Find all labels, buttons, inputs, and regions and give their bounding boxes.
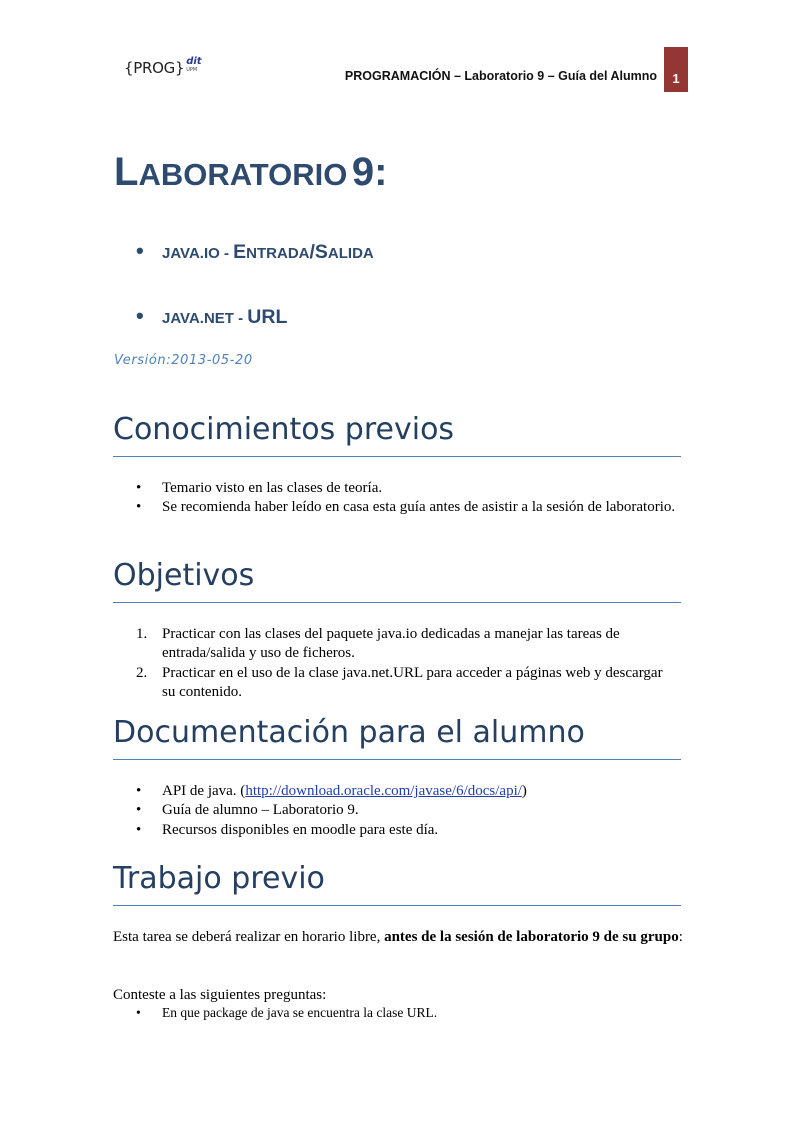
list-item: • Recursos disponibles en moodle para este día. [136, 821, 676, 840]
bullet-icon: • [136, 303, 144, 328]
trabajo-intro: Esta tarea se deberá realizar en horario libre, antes de la sesión de laboratorio 9 de su grupo: [113, 929, 683, 945]
list-objetivos [136, 625, 676, 702]
running-header: PROGRAMACIÓN – Laboratorio 9 – Guía del Alumno [344, 69, 657, 83]
list-conocimientos [136, 479, 676, 518]
section-heading-documentacion: Documentación para el alumno [113, 715, 585, 750]
list-preguntas [136, 1003, 676, 1022]
list-item: • En que package de java se encuentra la clase URL. [136, 1003, 676, 1022]
list-documentacion [136, 782, 676, 840]
section-rule [113, 602, 681, 603]
section-rule [113, 759, 681, 760]
questions-intro: Conteste a las siguientes preguntas: [113, 987, 327, 1003]
topic-java-io: • JAVA.IO - E NTRADA / S ALIDA [136, 238, 374, 263]
logo-dit-mark [186, 57, 201, 73]
section-rule [113, 905, 681, 906]
version-label: Versión:2013-05-20 [114, 353, 253, 368]
api-docs-link[interactable]: http://download.oracle.com/javase/6/docs/api/ [245, 783, 522, 799]
list-item: 1. Practicar con las clases del paquete java.io dedicadas a manejar las tareas de entrada/salida y uso de ficheros. [136, 626, 620, 662]
prog-dit-logo [124, 57, 202, 79]
logo-dit-text: dit [186, 56, 202, 67]
section-rule [113, 456, 681, 457]
list-item: 2. Practicar en el uso de la clase java.net.URL para acceder a páginas web y descargar su contenido. [136, 664, 663, 700]
topic-java-net: • JAVA.NET - URL [136, 303, 288, 328]
page-title: LABORATORIO 9: [114, 150, 388, 194]
list-item: • Se recomienda haber leído en casa esta guía antes de asistir a la sesión de laboratorio. [136, 498, 676, 517]
list-item: • API de java. (http://download.oracle.com/javase/6/docs/api/) [136, 782, 676, 801]
list-item: • Temario visto en las clases de teoría. [136, 479, 676, 498]
list-item: • Guía de alumno – Laboratorio 9. [136, 801, 676, 820]
page-number-badge: 1 [664, 47, 688, 92]
section-heading-objetivos: Objetivos [113, 558, 255, 593]
bullet-icon: • [136, 238, 144, 263]
section-heading-trabajo: Trabajo previo [113, 861, 325, 896]
logo-upm-text: UPM [186, 67, 198, 73]
section-heading-conocimientos: Conocimientos previos [113, 412, 455, 447]
logo-prog-text: {PROG} [124, 59, 185, 77]
